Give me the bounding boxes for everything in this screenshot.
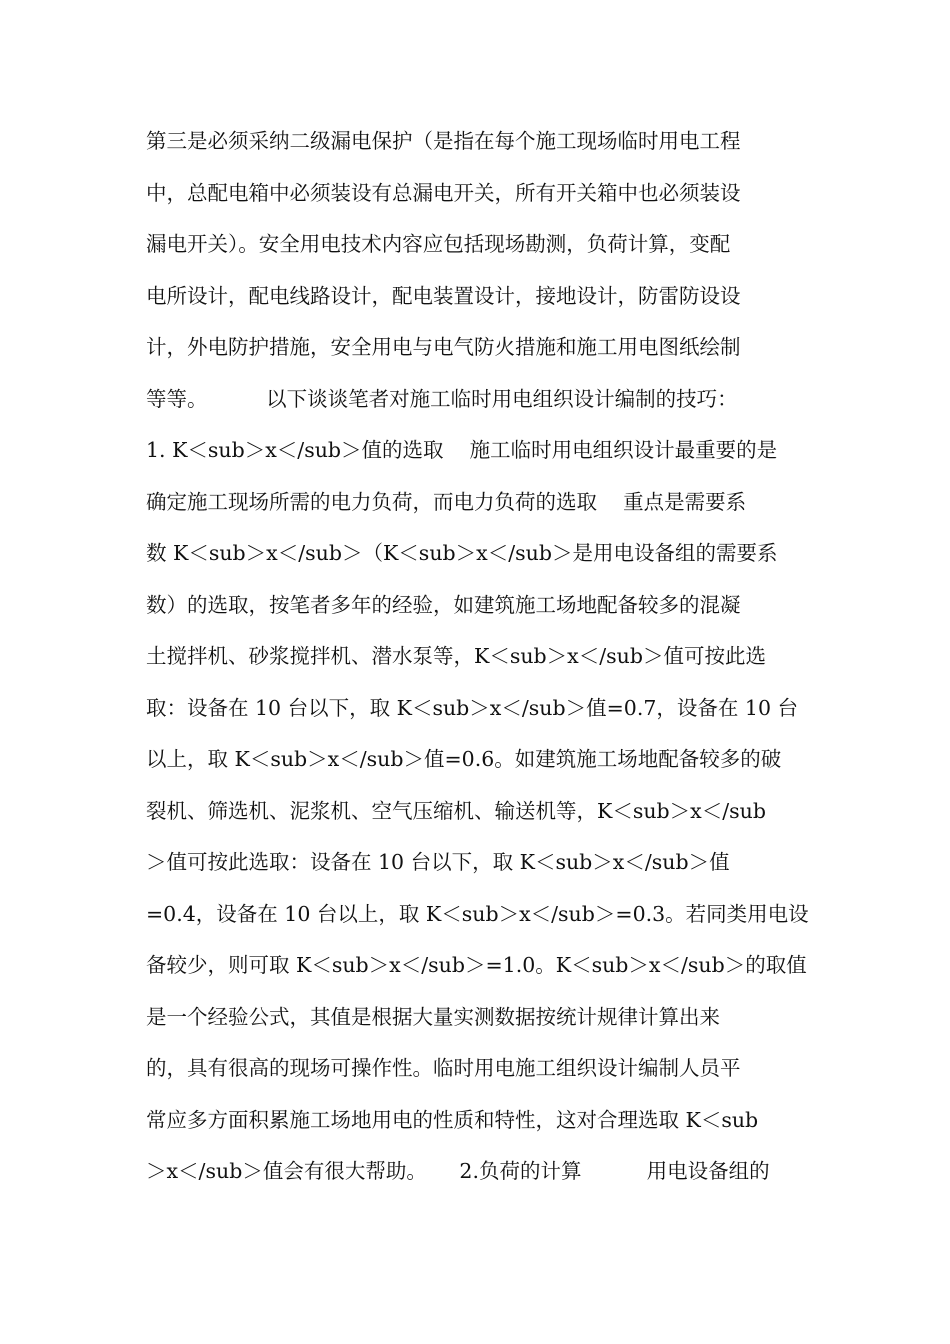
- text-line: 以上，取 K＜sub＞x＜/sub＞值=0.6。如建筑施工场地配备较多的破: [146, 747, 782, 771]
- text-line: ＞值可按此选取：设备在 10 台以下，取 K＜sub＞x＜/sub＞值: [146, 850, 730, 874]
- text-line: 电所设计，配电线路设计，配电装置设计，接地设计，防雷防设设: [146, 283, 741, 308]
- text-line: 的，具有很高的现场可操作性。临时用电施工组织设计编制人员平: [146, 1056, 741, 1080]
- text-line: 等等。 以下谈谈笔者对施工临时用电组织设计编制的技巧：: [146, 386, 738, 411]
- text-line: 计，外电防护措施，安全用电与电气防火措施和施工用电图纸绘制: [146, 335, 741, 359]
- body-paragraph: [146, 116, 826, 1198]
- text-line: 是一个经验公式，其值是根据大量实测数据按统计规律计算出来: [146, 1004, 720, 1029]
- text-line: ＞x＜/sub＞值会有很大帮助。 2.负荷的计算 用电设备组的: [146, 1159, 770, 1183]
- text-line: 确定施工现场所需的电力负荷，而电力负荷的选取 重点是需要系: [146, 489, 747, 514]
- text-line: 裂机、筛选机、泥浆机、空气压缩机、输送机等，K＜sub＞x＜/sub: [146, 798, 766, 823]
- text-line: 常应多方面积累施工场地用电的性质和特性，这对合理选取 K＜sub: [146, 1107, 759, 1132]
- text-line: 第三是必须采纳二级漏电保护（是指在每个施工现场临时用电工程: [146, 129, 741, 153]
- text-line: 1. K＜sub＞x＜/sub＞值的选取 施工临时用电组织设计最重要的是: [146, 438, 778, 462]
- text-line: 中，总配电箱中必须装设有总漏电开关，所有开关箱中也必须装设: [146, 180, 741, 205]
- text-line: 取：设备在 10 台以下，取 K＜sub＞x＜/sub＞值=0.7，设备在 10 台: [146, 695, 799, 720]
- text-line: =0.4，设备在 10 台以上，取 K＜sub＞x＜/sub＞=0.3。若同类用电设: [146, 901, 809, 926]
- text-line: 数）的选取，按笔者多年的经验，如建筑施工场地配备较多的混凝: [146, 592, 741, 617]
- text-line: 土搅拌机、砂浆搅拌机、潜水泵等，K＜sub＞x＜/sub＞值可按此选: [146, 644, 766, 668]
- text-line: 数 K＜sub＞x＜/sub＞（K＜sub＞x＜/sub＞是用电设备组的需要系: [146, 541, 778, 565]
- text-line: 备较少，则可取 K＜sub＞x＜/sub＞=1.0。K＜sub＞x＜/sub＞的取值: [146, 953, 807, 977]
- text-line: 漏电开关）。安全用电技术内容应包括现场勘测，负荷计算，变配: [146, 232, 731, 256]
